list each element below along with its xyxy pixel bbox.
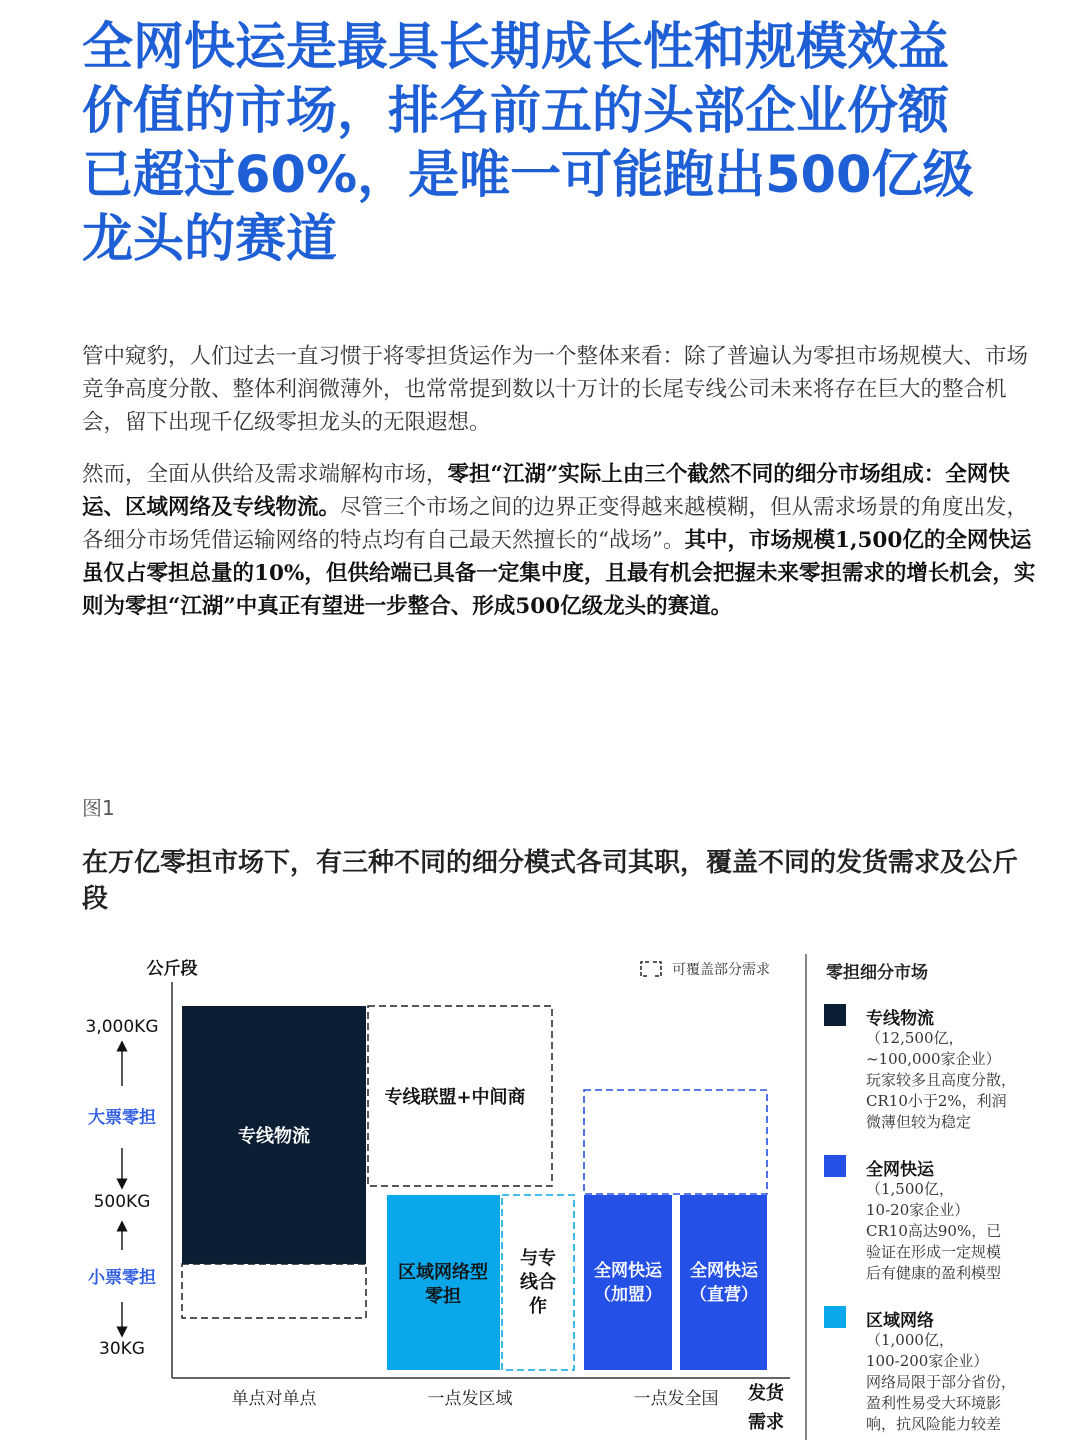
- dashed-legend-label: 可覆盖部分需求: [672, 962, 770, 978]
- x-axis-title-line1: 发货: [748, 1383, 784, 1404]
- legend-title: 零担细分市场: [826, 963, 928, 983]
- block-zhiying-label-2: （直营）: [690, 1285, 758, 1305]
- y-tick-500kg: 500KG: [93, 1192, 151, 1212]
- y-axis-title: 公斤段: [146, 959, 198, 979]
- legend-desc-line: 盈利性易受大环境影: [866, 1394, 1002, 1412]
- legend-desc-line: CR10小于2%，利润: [866, 1092, 1007, 1110]
- legend-desc-line: 100-200家企业）: [866, 1352, 989, 1370]
- legend-name-zhuanxian: 专线物流: [866, 1009, 934, 1029]
- legend-swatch-quyu: [824, 1306, 846, 1328]
- figure-title: 在万亿零担市场下，有三种不同的细分模式各司其职，覆盖不同的发货需求及公斤段: [82, 848, 1019, 914]
- band-large-ticket: 大票零担: [88, 1108, 156, 1128]
- block-quyu-label-2: 零担: [425, 1286, 461, 1307]
- x-cat-point-to-region: 一点发区域: [427, 1389, 513, 1409]
- legend-desc-line: 微薄但较为稳定: [866, 1113, 972, 1131]
- legend-name-quyu: 区域网络: [866, 1311, 934, 1331]
- block-zhiying-solid: [680, 1195, 767, 1370]
- intro-paragraph: 管中窥豹，人们过去一直习惯于将零担货运作为一个整体来看：除了普遍认为零担市场规模大、市场竞争高度分散、整体利润微薄外，也常常提到数以十万计的长尾专线公司未来将存在巨大的整合机会，留下出现千亿级零担龙头的无限遐想。: [82, 344, 1029, 435]
- legend-desc-line: ~100,000家企业）: [866, 1050, 1001, 1068]
- x-cat-point-to-nation: 一点发全国: [633, 1389, 719, 1409]
- analysis-highlight-2: 其中，市场规模1,500亿的全网快运虽仅占零担总量的10%，但供给端已具备一定集中度，且最有机会把握未来零担需求的增长机会，实则为零担“江湖”中真正有望进一步整合、形成500亿级龙头的赛道。: [82, 528, 1036, 619]
- legend-desc-line: CR10高达90%，已: [866, 1222, 1002, 1240]
- legend-desc-line: （1,000亿，: [866, 1331, 954, 1349]
- dashed-bracket-icon: [641, 962, 661, 976]
- block-jiameng-label-2: （加盟）: [594, 1285, 662, 1305]
- y-tick-3000kg: 3,000KG: [85, 1017, 159, 1037]
- analysis-sentence-3: 尽管三个市场之间的边界正变得越来越模糊，但从需求场景的角度出发，各细分市场凭借运输网络的特点均有自己最天然擅长的“战场”。: [82, 495, 1029, 553]
- block-zhuanxian-dashed: [182, 1264, 366, 1318]
- x-cat-point-to-point: 单点对单点: [231, 1389, 317, 1409]
- legend-desc-quyu: [866, 1330, 1080, 1435]
- legend-desc-quanwang: [866, 1179, 1080, 1284]
- figure-label: 图1: [82, 796, 115, 820]
- legend-desc-zhuanxian: [866, 1028, 1080, 1133]
- legend-desc-line: （1,500亿，: [866, 1180, 954, 1198]
- legend-name-quanwang: 全网快运: [866, 1160, 934, 1180]
- block-hezuo-label-1: 与专: [520, 1248, 556, 1269]
- block-zhuanxian-label: 专线物流: [238, 1126, 310, 1147]
- legend-desc-line: 玩家较多且高度分散，: [866, 1071, 1017, 1089]
- block-jiameng-label-1: 全网快运: [594, 1261, 662, 1281]
- block-lianmeng-label: 专线联盟+中间商: [384, 1087, 526, 1108]
- block-hezuo-label-3: 作: [529, 1296, 547, 1317]
- headline: 全网快运是最具长期成长性和规模效益价值的市场，排名前五的头部企业份额已超过60%，是唯一可能跑出500亿级龙头的赛道: [82, 18, 974, 269]
- y-tick-30kg: 30KG: [99, 1339, 145, 1359]
- legend-desc-line: 网络局限于部分省份，: [866, 1373, 1017, 1391]
- block-quyu-label-1: 区域网络型: [398, 1262, 488, 1283]
- analysis-sentence-1: 然而，全面从供给及需求端解构市场，: [82, 462, 448, 487]
- legend-desc-line: 验证在形成一定规模: [866, 1243, 1002, 1261]
- analysis-paragraph: [82, 458, 1042, 623]
- block-jiameng-solid: [584, 1195, 672, 1370]
- x-axis-title-line2: 需求: [748, 1412, 784, 1433]
- legend-desc-line: 响，抗风险能力较差: [866, 1415, 1002, 1433]
- legend-desc-line: 后有健康的盈利模型: [866, 1264, 1002, 1282]
- block-quanwang-dashed: [584, 1090, 767, 1194]
- legend-desc-line: 10-20家企业）: [866, 1201, 970, 1219]
- legend-swatch-quanwang: [824, 1155, 846, 1177]
- band-small-ticket: 小票零担: [88, 1268, 156, 1288]
- analysis-highlight-1: 零担“江湖”实际上由三个截然不同的细分市场组成：全网快运、区域网络及专线物流。: [82, 462, 1010, 520]
- block-zhiying-label-1: 全网快运: [690, 1261, 758, 1281]
- block-hezuo-label-2: 线合: [520, 1272, 556, 1293]
- legend-desc-line: （12,500亿，: [866, 1029, 964, 1047]
- legend-swatch-zhuanxian: [824, 1004, 846, 1026]
